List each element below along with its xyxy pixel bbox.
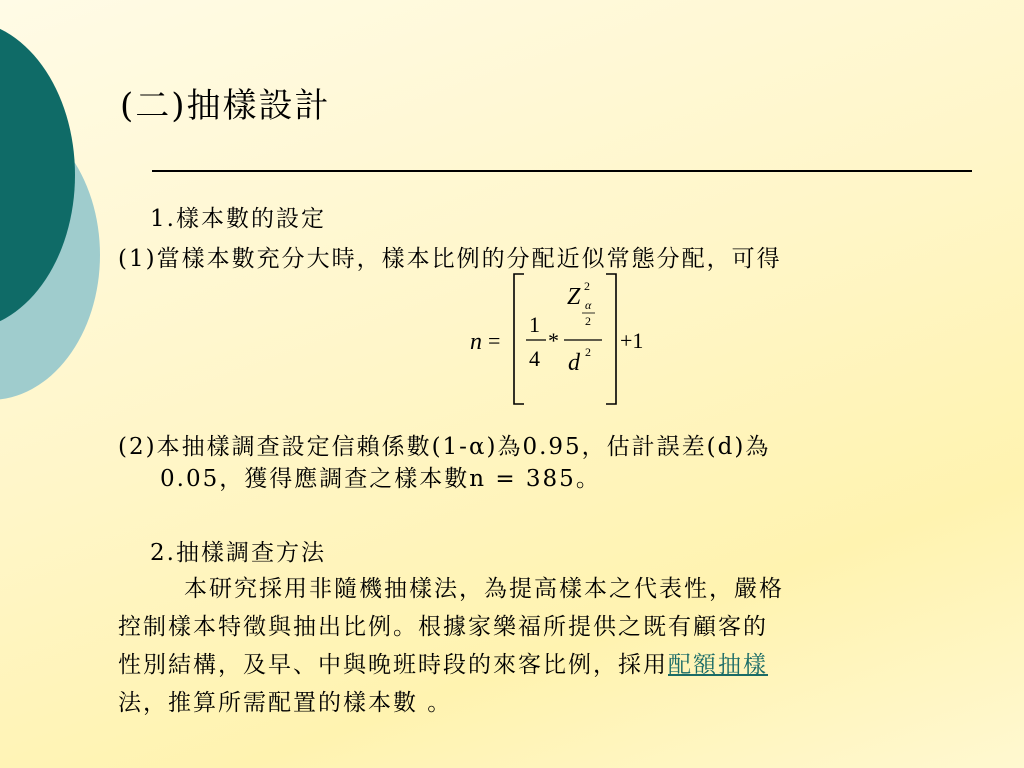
formula-times: * bbox=[548, 328, 559, 353]
title-divider bbox=[152, 170, 972, 172]
section1-heading: 1.樣本數的設定 bbox=[150, 206, 326, 232]
point2-line1: (2)本抽樣調查設定信賴係數(1-α)為0.95，估計誤差(d)為 bbox=[118, 434, 771, 460]
quota-sampling-link[interactable]: 配額抽樣 bbox=[668, 652, 768, 678]
formula-lhs: n bbox=[470, 329, 482, 355]
formula-z-sup: 2 bbox=[584, 279, 590, 293]
formula-plus-one: +1 bbox=[620, 328, 644, 353]
method-paragraph-line3 bbox=[118, 646, 768, 679]
method-paragraph-line4: 法，推算所需配置的樣本數 。 bbox=[118, 690, 453, 716]
formula-numerator: 1 bbox=[529, 312, 540, 337]
left-bracket bbox=[514, 274, 524, 404]
formula-d-sup: 2 bbox=[585, 345, 591, 359]
method-paragraph-line3-text: 性別結構，及早、中與晚班時段的來客比例，採用 bbox=[118, 652, 668, 678]
formula-z-sub-num: α bbox=[585, 298, 592, 312]
method-paragraph-line2: 控制樣本特徵與抽出比例。根據家樂福所提供之既有顧客的 bbox=[118, 614, 768, 640]
slide-title: (二)抽樣設計 bbox=[120, 86, 331, 126]
method-paragraph-line1: 本研究採用非隨機抽樣法，為提高樣本之代表性，嚴格 bbox=[184, 576, 784, 602]
point2-line2: 0.05，獲得應調查之樣本數n = 385。 bbox=[160, 466, 601, 492]
sample-size-formula bbox=[460, 268, 680, 412]
formula-z-sub-den: 2 bbox=[585, 314, 591, 328]
right-bracket bbox=[606, 274, 616, 404]
point1-text: (1)當樣本數充分大時，樣本比例的分配近似常態分配，可得 bbox=[118, 246, 782, 272]
formula-d: d bbox=[568, 350, 580, 376]
formula-z: Z bbox=[567, 284, 581, 310]
formula-denominator: 4 bbox=[529, 346, 540, 371]
section2-heading: 2.抽樣調查方法 bbox=[150, 540, 326, 566]
formula-equals: = bbox=[488, 328, 501, 353]
